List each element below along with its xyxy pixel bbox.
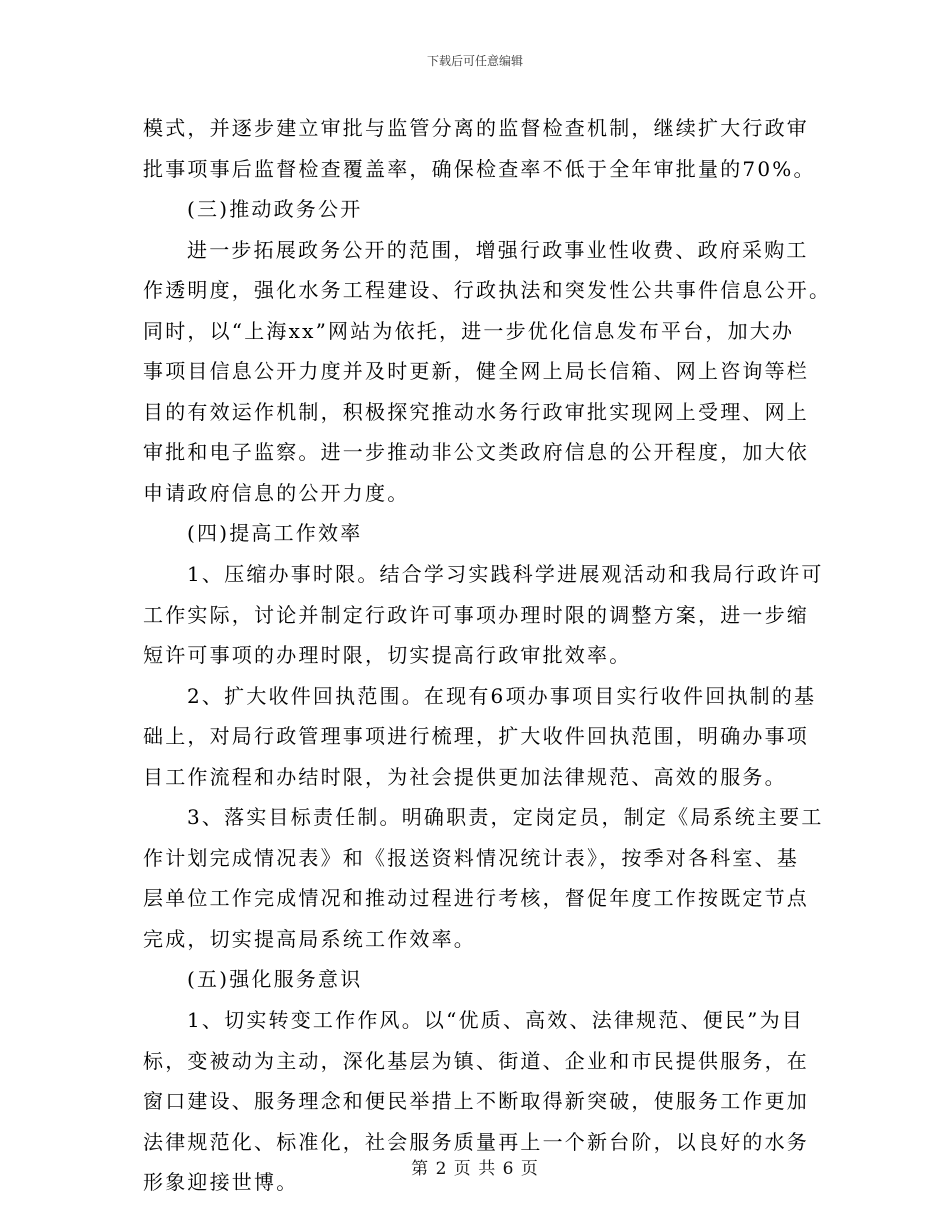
body-text-line: (四)提高工作效率: [187, 521, 363, 546]
body-text-line: 窗口建设、服务理念和便民举措上不断取得新突破，使服务工作更加: [143, 1089, 809, 1114]
body-text-line: 同时，以“上海xx”网站为依托，进一步优化信息发布平台，加大办: [143, 318, 795, 343]
body-text-line: 1、压缩办事时限。结合学习实践科学进展观活动和我局行政许可: [187, 562, 824, 587]
body-text-line: (五)强化服务意识: [187, 967, 363, 992]
body-text-line: 作计划完成情况表》和《报送资料情况统计表》，按季对各科室、基: [143, 845, 799, 870]
body-text-line: 模式，并逐步建立审批与监管分离的监督检查机制，继续扩大行政审: [143, 116, 809, 140]
document-body: [143, 108, 832, 1203]
body-text-line: 2、扩大收件回执范围。在现有6项办事项目实行收件回执制的基: [187, 683, 817, 708]
body-text-line: 事项目信息公开力度并及时更新，健全网上局长信箱、网上咨询等栏: [143, 359, 809, 384]
body-text-line: 进一步拓展政务公开的范围，增强行政事业性收费、政府采购工: [187, 237, 809, 262]
body-text-line: 目工作流程和办结时限，为社会提供更加法律规范、高效的服务。: [143, 764, 787, 789]
body-text-line: 完成，切实提高局系统工作效率。: [143, 926, 476, 951]
body-text-line: (三)推动政务公开: [187, 197, 363, 222]
body-text-line: 层单位工作完成情况和推动过程进行考核，督促年度工作按既定节点: [143, 886, 809, 911]
body-text-line: 工作实际，讨论并制定行政许可事项办理时限的调整方案，进一步缩: [143, 602, 809, 627]
body-text-line: 申请政府信息的公开力度。: [143, 480, 410, 505]
page-header: 下载后可任意编辑: [426, 54, 523, 68]
body-text-line: 审批和电子监察。进一步推动非公文类政府信息的公开程度，加大依: [143, 440, 809, 465]
body-text-line: 法律规范化、标准化，社会服务质量再上一个新台阶，以良好的水务: [143, 1129, 809, 1154]
page-number-footer: 第 2 页 共 6 页: [411, 1159, 539, 1179]
body-text-line: 作透明度，强化水务工程建设、行政执法和突发性公共事件信息公开。: [143, 278, 832, 303]
body-text-line: 形象迎接世博。: [143, 1170, 299, 1195]
body-text-line: 目的有效运作机制，积极探究推动水务行政审批实现网上受理、网上: [143, 399, 809, 424]
body-text-line: 短许可事项的办理时限，切实提高行政审批效率。: [143, 643, 632, 668]
body-text-line: 1、切实转变工作作风。以“优质、高效、法律规范、便民”为目: [187, 1008, 804, 1033]
body-text-line: 批事项事后监督检查覆盖率，确保检查率不低于全年审批量的70%。: [143, 156, 816, 181]
body-text-line: 3、落实目标责任制。明确职责，定岗定员，制定《局系统主要工: [187, 805, 824, 830]
body-text-line: 础上，对局行政管理事项进行梳理，扩大收件回执范围，明确办事项: [143, 724, 809, 749]
body-text-line: 标，变被动为主动，深化基层为镇、街道、企业和市民提供服务，在: [143, 1048, 809, 1073]
